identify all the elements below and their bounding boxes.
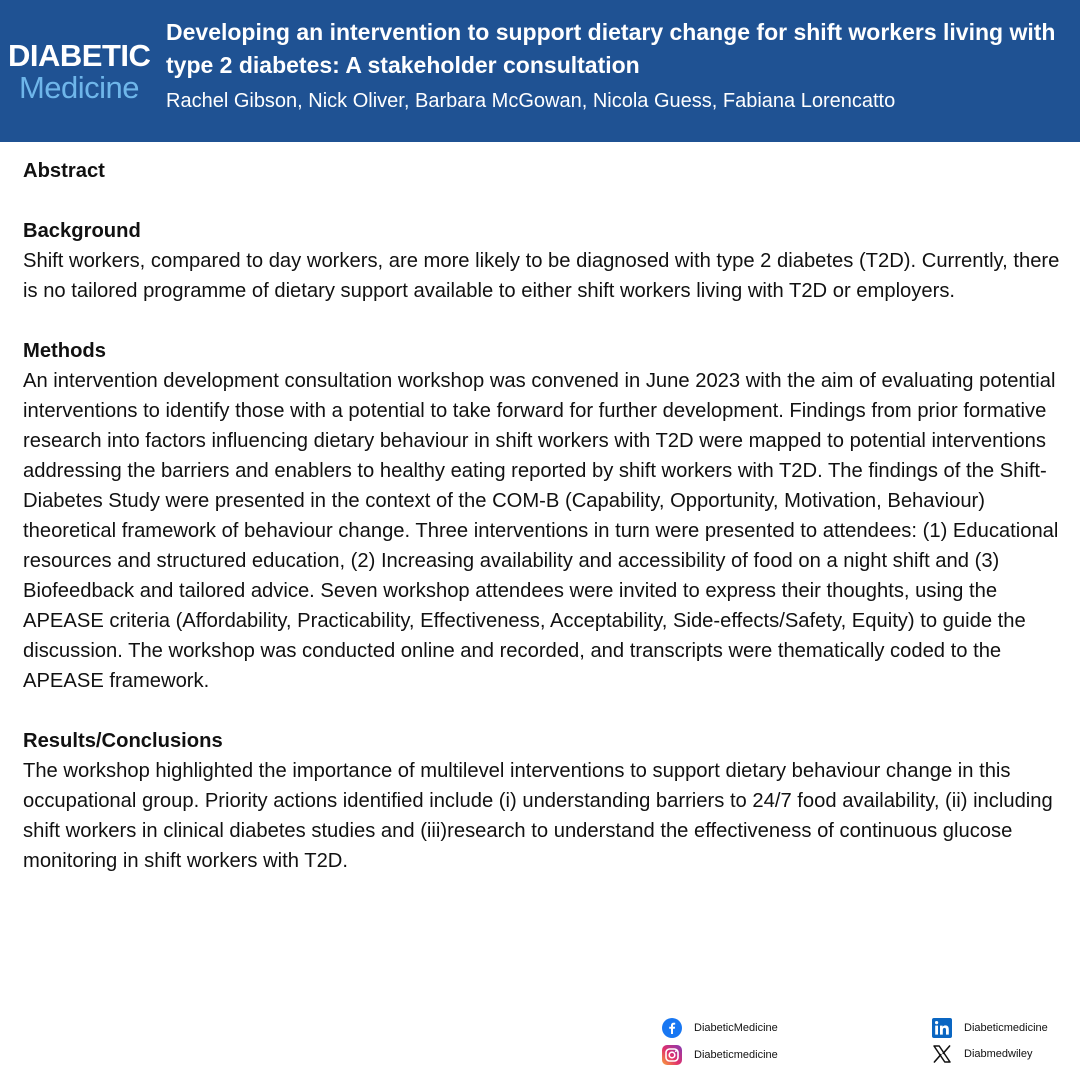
background-heading: Background bbox=[23, 220, 141, 242]
abstract-heading: Abstract bbox=[23, 160, 105, 182]
article-authors: Rachel Gibson, Nick Oliver, Barbara McGowan, Nicola Guess, Fabiana Lorencatto bbox=[166, 90, 896, 112]
methods-text: An intervention development consultation workshop was convened in June 2023 with the aim of evaluating potential interventions to identify those with a potential to take forward for further development. Findings from prior formative research into factors influencing dietary behaviour in shift workers with T2D were mapped to potential interventions addressing the barriers and enablers to healthy eating reported by shift workers with T2D. The findings of the Shift-Diabetes Study were presented in the context of the COM-B (Capability, Opportunity, Motivation, Behaviour) theoretical framework of behaviour change. Three interventions in turn were presented to attendees: (1) Educational resources and structured education, (2) Increasing availability and accessibility of food on a night shift and (3) Biofeedback and tailored advice. Seven workshop attendees were invited to express their thoughts, using the APEASE criteria (Affordability, Practicability, Effectiveness, Acceptability, Side-effects/Safety, Equity) to guide the discussion. The workshop was conducted online and recorded, and transcripts were thematically coded to the APEASE framework. bbox=[23, 370, 1059, 692]
article-title: Developing an intervention to support dietary change for shift workers living with type 2 diabetes: A stakeholder consultation bbox=[166, 19, 1056, 78]
linkedin-handle: Diabeticmedicine bbox=[964, 1022, 1048, 1034]
social-instagram[interactable] bbox=[662, 1045, 778, 1065]
x-handle: Diabmedwiley bbox=[964, 1048, 1033, 1060]
results-heading: Results/Conclusions bbox=[23, 730, 223, 752]
logo-line-1: DIABETIC bbox=[8, 38, 151, 73]
background-text: Shift workers, compared to day workers, are more likely to be diagnosed with type 2 diabetes (T2D). Currently, there is no tailored programme of dietary support available to either shift workers living with T2D or employers. bbox=[23, 250, 1060, 302]
abstract-body bbox=[23, 156, 1063, 876]
instagram-icon bbox=[662, 1045, 682, 1065]
x-icon bbox=[932, 1044, 952, 1064]
logo-line-2: Medicine bbox=[18, 70, 140, 105]
social-x[interactable] bbox=[932, 1044, 1032, 1064]
facebook-icon bbox=[662, 1018, 682, 1038]
facebook-handle: DiabeticMedicine bbox=[694, 1022, 778, 1034]
social-linkedin[interactable] bbox=[932, 1018, 1048, 1038]
linkedin-icon bbox=[932, 1018, 952, 1038]
social-facebook[interactable] bbox=[662, 1018, 778, 1038]
instagram-handle: Diabeticmedicine bbox=[694, 1049, 778, 1061]
header-banner bbox=[0, 0, 1080, 142]
journal-logo bbox=[8, 40, 150, 104]
methods-heading: Methods bbox=[23, 340, 106, 362]
results-text: The workshop highlighted the importance of multilevel interventions to support dietary behaviour change in this occupational group. Priority actions identified include (i) understanding barriers to 24/7 food availability, (ii) including shift workers in clinical diabetes studies and (iii)research to understand the effectiveness of continuous glucose monitoring in shift workers with T2D. bbox=[23, 760, 1053, 872]
